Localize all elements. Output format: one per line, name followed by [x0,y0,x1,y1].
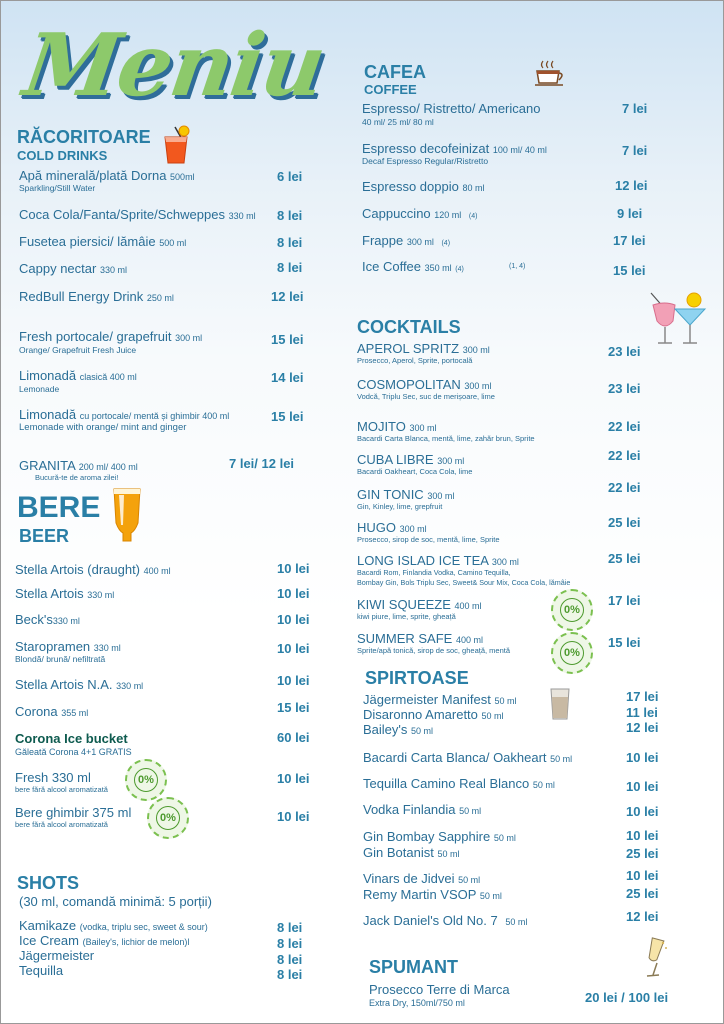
item-detail: 330 ml [116,681,144,691]
item-name: Stella Artois (draught) [15,562,141,577]
cocktails-title: COCKTAILS [357,317,461,337]
item-price: 8 lei [277,235,303,250]
cafea-item [362,260,464,274]
cafea-item [362,207,477,221]
spirtoase-item [363,914,527,928]
item-detail: 50 ml [411,726,434,736]
item-sub: 40 ml/ 25 ml/ 80 ml [362,117,434,127]
item-name: Espresso doppio [362,179,459,194]
item-price: 10 lei [277,673,310,688]
item-name: Fresh portocale/ grapefruit [19,329,172,344]
item-detail: 50 ml [532,780,555,790]
item-sub: Lemonade with orange/ mint and ginger [19,422,187,433]
item-detail: 50 ml [505,917,528,927]
bere-item [15,771,91,785]
cafea-item [362,234,450,248]
item-sub: Lemonade [19,384,60,394]
item-price: 22 lei [608,419,641,434]
menu-logo: Meniu [17,15,330,116]
shots-item [19,919,208,933]
item-price: 15 lei [613,263,646,278]
item-price: 17 lei [613,233,646,248]
item-note: (4) [455,266,464,273]
item-price: 23 lei [608,381,641,396]
item-price: 17 lei [608,593,641,608]
item-name: COSMOPOLITAN [357,377,461,392]
item-name: Jägermeister [19,948,95,963]
spirtoase-item [363,708,504,722]
item-sub: Bacardi Carta Blanca, mentă, lime, zahăr brun, Sprite [357,434,535,443]
item-note: (1, 4) [509,263,526,270]
item-name: Remy Martin VSOP [363,887,477,902]
item-detail: 50 ml [458,875,481,885]
item-sub: Blondă/ brună/ nefiltrată [15,654,106,664]
item-detail: 50 ml [493,833,516,843]
item-price: 10 lei [626,804,659,819]
item-name: HUGO [357,520,396,535]
bere-item [15,678,143,692]
spirtoase-item [363,693,517,707]
item-price: 10 lei [626,779,659,794]
bere-title: BERE [17,491,101,524]
item-detail: 250 ml [146,293,174,303]
item-sub: Bacardi Oakheart, Coca Cola, lime [357,467,473,476]
item-price: 10 lei [277,612,310,627]
item-detail: 50 ml [479,891,502,901]
bere-item [15,806,131,820]
item-price: 25 lei [626,886,659,901]
item-sub: Bombay Gin, Bols Triplu Sec, Sweet& Sour Mix, Coca Cola, lămâie [357,578,571,587]
cocktail-item [357,521,427,535]
cafea-title: CAFEA [364,62,426,82]
item-sub: Găleată Corona 4+1 GRATIS [15,747,132,757]
item-detail: 100 ml/ 40 ml [492,145,547,155]
coffee-cup-icon [533,59,567,87]
cafea-item [362,102,540,116]
item-sub: bere fără alcool aromatizată [15,820,108,829]
item-sub: Decaf Espresso Regular/Ristretto [362,156,489,166]
cocktail-glasses-icon [647,291,707,349]
item-name: Coca Cola/Fanta/Sprite/Schweppes [19,207,225,222]
item-name: Tequilla Camino Real Blanco [363,776,530,791]
item-price: 7 lei [622,143,648,158]
spumant-item [369,983,510,997]
item-price: 8 lei [277,967,303,982]
item-name: Bere ghimbir 375 ml [15,805,132,820]
item-price: 10 lei [277,641,310,656]
item-price: 8 lei [277,208,303,223]
item-detail: (vodka, triplu sec, sweet & sour) [79,922,208,932]
spirtoase-item [363,723,433,737]
item-detail: 300 ml [427,491,455,501]
item-price: 25 lei [626,846,659,861]
racoritoare-item [19,169,195,183]
item-price: 25 lei [608,515,641,530]
item-price: 17 lei [626,689,659,704]
item-note: (4) [468,213,478,220]
item-price: 12 lei [271,289,304,304]
item-detail: 330 ml [52,616,80,626]
item-price: 12 lei [626,909,659,924]
item-detail: 50 ml [494,696,517,706]
item-price: 23 lei [608,344,641,359]
item-detail: 300 ml [462,345,490,355]
item-detail: 400 ml [455,635,483,645]
item-sub: Sparkling/Still Water [19,183,96,193]
item-name: Cappy nectar [19,261,97,276]
item-detail: 300 ml [406,237,434,247]
cocktail-item [357,554,519,568]
item-price: 9 lei [617,206,643,221]
beer-glass-icon [111,487,143,543]
spirtoase-item [363,846,459,860]
item-name: Disaronno Amaretto [363,707,478,722]
item-name: Stella Artois N.A. [15,677,113,692]
item-name: Ice Cream [19,933,79,948]
item-detail: 330 ml [93,643,121,653]
item-detail: 350 ml [424,263,452,273]
cocktail-item [357,488,454,502]
item-price: 10 lei [626,828,659,843]
item-sub: kiwi piure, lime, sprite, gheață [357,612,456,621]
champagne-glass-icon [641,937,671,979]
spirtoase-item [363,830,516,844]
badge-label: 0% [156,806,180,830]
item-price: 11 lei [626,705,658,720]
item-price: 10 lei [626,750,659,765]
item-name: GIN TONIC [357,487,424,502]
item-name: Beck's [15,612,53,627]
item-name: Ice Coffee [362,259,422,274]
spirtoase-item [363,751,572,765]
item-detail: 50 ml [550,754,573,764]
item-name: Tequilla [19,963,64,978]
item-name: RedBull Energy Drink [19,289,144,304]
racoritoare-item [19,290,174,304]
item-detail: 50 ml [459,806,482,816]
item-name: APEROL SPRITZ [357,341,460,356]
bere-item [15,613,80,627]
spirtoase-title: SPIRTOASE [365,668,469,688]
alcohol-free-badge-icon [147,797,189,839]
alcohol-free-badge-icon [125,759,167,801]
item-name: Bailey's [363,722,408,737]
item-sub: Gin, Kinley, lime, grepfruit [357,502,443,511]
item-detail: 330 ml [87,590,115,600]
item-name: MOJITO [357,419,406,434]
racoritoare-item [19,235,186,249]
alcohol-free-badge-icon [551,632,593,674]
cocktail-item [357,598,482,612]
item-price: 12 lei [626,720,659,735]
item-note: (4) [441,240,451,247]
item-name: Espresso/ Ristretto/ Americano [362,101,541,116]
item-detail: 300 ml [437,456,465,466]
item-detail: 120 ml [434,210,462,220]
item-detail: (Bailey's, lichior de melon)l [82,937,190,947]
shots-title: SHOTS [17,873,80,893]
item-price: 15 lei [271,409,304,424]
item-sub: Prosecco, sirop de soc, mentă, lime, Sprite [357,535,500,544]
item-name: Cappuccino [362,206,431,221]
item-price: 60 lei [277,730,310,745]
racoritoare-item [19,408,229,422]
juice-glass-icon [161,125,191,165]
racoritoare-item [19,459,138,473]
item-price: 8 lei [277,952,303,967]
badge-label: 0% [134,768,158,792]
cocktail-item [357,342,490,356]
item-detail: 80 ml [462,183,485,193]
item-price: 8 lei [277,936,303,951]
cocktail-item [357,378,491,392]
spirtoase-item [363,872,480,886]
item-name: Vodka Finlandia [363,802,456,817]
item-detail: 500 ml [159,238,187,248]
badge-label: 0% [560,641,584,665]
item-name: CUBA LIBRE [357,452,434,467]
racoritoare-item [19,330,202,344]
item-price: 15 lei [277,700,310,715]
item-name: Corona [15,704,58,719]
item-name: Vinars de Jidvei [363,871,455,886]
item-sub: Vodcă, Triplu Sec, suc de merișoare, lime [357,392,495,401]
item-sub: Orange/ Grapefruit Fresh Juice [19,345,137,355]
item-detail: 50 ml [481,711,504,721]
bere-item [15,705,88,719]
bere-item [15,587,114,601]
alcohol-free-badge-icon [551,589,593,631]
item-name: Jack Daniel's Old No. 7 [363,913,498,928]
item-detail: 300 ml [409,423,437,433]
cafea-subtitle: COFFEE [364,82,417,97]
item-detail: 330 ml [99,265,127,275]
item-price: 20 lei / 100 lei [585,990,669,1005]
item-detail: 300 ml [175,333,203,343]
item-price: 8 lei [277,260,303,275]
item-name: Fusetea piersici/ lămâie [19,234,156,249]
item-detail: 50 ml [437,849,460,859]
cafea-item [362,142,547,156]
racoritoare-item [19,262,127,276]
item-name: Kamikaze [19,918,77,933]
item-name: Limonadă [19,368,77,383]
item-sub: Prosecco, Aperol, Sprite, portocală [357,356,473,365]
item-sub: bere fără alcool aromatizată [15,785,108,794]
item-name: Gin Bombay Sapphire [363,829,491,844]
item-name: Bacardi Carta Blanca/ Oakheart [363,750,547,765]
item-name: LONG ISLAD ICE TEA [357,553,489,568]
bere-item [15,563,171,577]
item-name: Gin Botanist [363,845,434,860]
shots-item [19,964,63,978]
item-name: Apă minerală/plată Dorna [19,168,167,183]
shots-item [19,949,94,963]
item-detail: 300 ml [464,381,492,391]
item-price: 15 lei [608,635,641,650]
item-sub: Sprite/apă tonică, sirop de soc, gheață, mentă [357,646,511,655]
item-name: Fresh 330 ml [15,770,91,785]
item-detail: 300 ml [491,557,519,567]
racoritoare-subtitle: COLD DRINKS [17,148,108,163]
cafea-item [362,180,484,194]
shots-item [19,934,189,948]
item-price: 22 lei [608,448,641,463]
item-price: 8 lei [277,920,303,935]
item-price: 25 lei [608,551,641,566]
item-name: GRANITA [19,458,76,473]
item-detail: 400 ml [454,601,482,611]
item-detail: 500ml [170,172,195,182]
item-price: 10 lei [277,809,310,824]
item-price: 12 lei [615,178,648,193]
racoritoare-title: RĂCORITOARE [17,127,151,147]
shot-glass-icon [549,687,571,721]
bere-subtitle: BEER [19,526,70,546]
spirtoase-item [363,803,481,817]
bere-item [15,640,121,654]
item-detail: clasică 400 ml [79,372,137,382]
item-price: 15 lei [271,332,304,347]
spumant-title: SPUMANT [369,957,458,977]
cocktail-item [357,420,437,434]
item-detail: 200 ml/ 400 ml [78,462,138,472]
item-detail: 300 ml [399,524,427,534]
item-name: Jägermeister Manifest [363,692,491,707]
item-price: 10 lei [277,586,310,601]
cocktail-item [357,453,464,467]
item-sub: Extra Dry, 150ml/750 ml [369,998,465,1008]
item-price: 10 lei [626,868,659,883]
racoritoare-item [19,208,256,222]
item-name: KIWI SQUEEZE [357,597,451,612]
item-name: Corona Ice bucket [15,731,128,746]
item-detail: 330 ml [228,211,256,221]
item-detail: cu portocale/ mentă și ghimbir 400 ml [79,411,230,421]
item-name: Prosecco Terre di Marca [369,982,510,997]
item-name: Limonadă [19,407,77,422]
item-price: 10 lei [277,771,310,786]
item-price: 6 lei [277,169,303,184]
racoritoare-item [19,369,137,383]
cocktail-item [357,632,483,646]
item-name: Staropramen [15,639,91,654]
item-detail: 355 ml [61,708,89,718]
item-price: 10 lei [277,561,310,576]
spirtoase-item [363,777,555,791]
item-name: Frappe [362,233,404,248]
spirtoase-item [363,888,502,902]
item-name: SUMMER SAFE [357,631,453,646]
item-detail: 400 ml [143,566,171,576]
shots-subtitle: (30 ml, comandă minimă: 5 porții) [19,894,212,909]
badge-label: 0% [560,598,584,622]
item-sub: Bucură-te de aroma zilei! [35,473,119,482]
item-price: 7 lei/ 12 lei [229,456,295,471]
item-price: 22 lei [608,480,641,495]
bere-item [15,732,128,746]
item-name: Stella Artois [15,586,84,601]
item-price: 7 lei [622,101,648,116]
item-sub: Bacardi Rom, Finlandia Vodka, Camino Tequilla, [357,568,511,577]
item-name: Espresso decofeinizat [362,141,490,156]
item-price: 14 lei [271,370,304,385]
